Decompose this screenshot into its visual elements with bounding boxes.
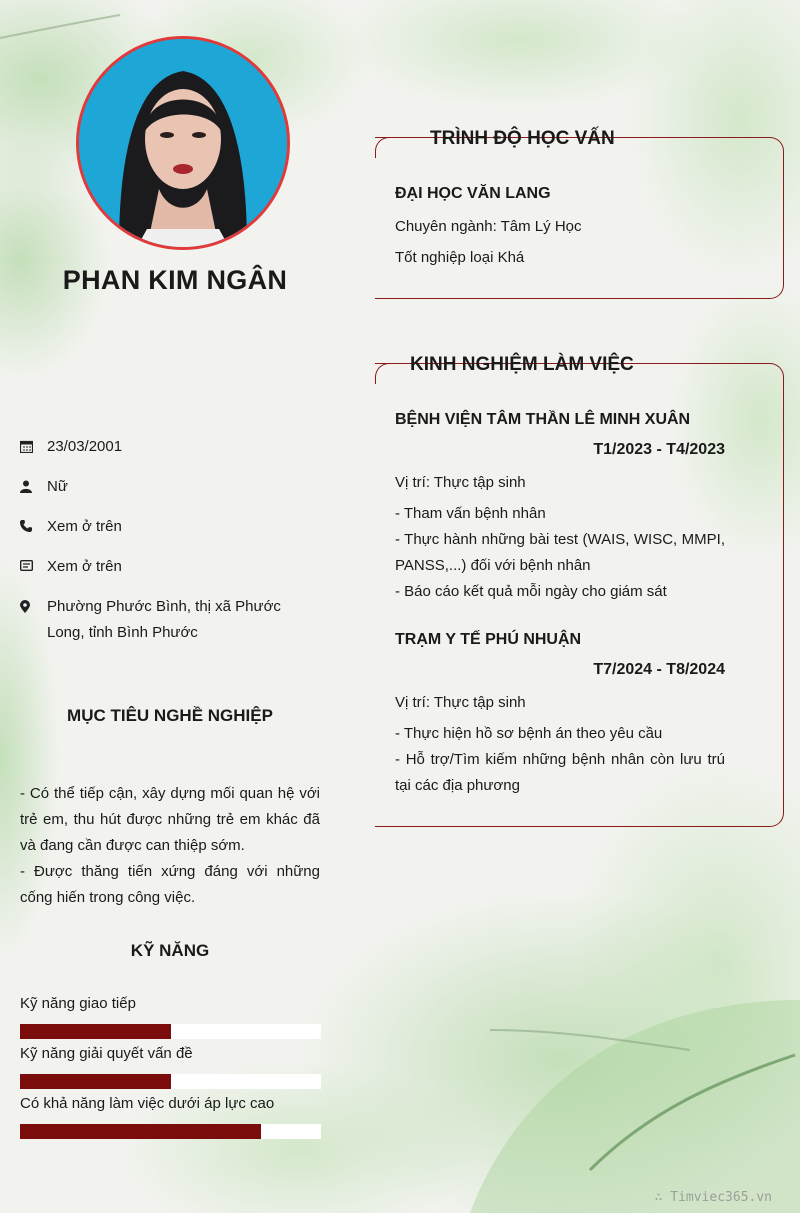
objective-line: - Được thăng tiến xứng đáng với những cống hiến trong công việc.	[20, 863, 320, 906]
contact-birthday: 23/03/2001	[20, 434, 307, 460]
job-position: Vị trí: Thực tập sinh	[395, 694, 526, 711]
job-duties	[395, 721, 725, 799]
profile-photo	[76, 36, 290, 250]
skill-bar-fill	[20, 1024, 171, 1039]
job-period: T7/2024 - T8/2024	[593, 661, 725, 678]
skill-bar	[20, 1124, 321, 1139]
job-duty: - Tham vấn bệnh nhân	[395, 505, 546, 522]
job-org: BỆNH VIỆN TÂM THẦN LÊ MINH XUÂN	[395, 411, 691, 428]
job-duty: - Hỗ trợ/Tìm kiếm những bệnh nhân còn lưu trú tại các địa phương	[395, 751, 725, 794]
objective-line: - Có thể tiếp cận, xây dựng mối quan hệ với trẻ em, thu hút được những trẻ em khác đã và đang cần được can thiệp sớm.	[20, 785, 320, 854]
skill-label: Kỹ năng giải quyết vấn đề	[20, 1045, 193, 1062]
objective-title: MỤC TIÊU NGHỀ NGHIỆP	[67, 706, 273, 725]
school-name: ĐẠI HỌC VĂN LANG	[395, 185, 551, 202]
experience-title: KINH NGHIỆM LÀM VIỆC	[410, 354, 634, 375]
job-duty: - Báo cáo kết quả mỗi ngày cho giám sát	[395, 583, 667, 600]
person-icon	[20, 474, 47, 500]
contact-phone: Xem ở trên	[20, 514, 307, 540]
candidate-name: PHAN KIM NGÂN	[62, 265, 288, 295]
education-title: TRÌNH ĐỘ HỌC VẤN	[430, 128, 615, 149]
calendar-icon	[20, 434, 47, 460]
skill-label: Có khả năng làm việc dưới áp lực cao	[20, 1095, 275, 1112]
skill-label: Kỹ năng giao tiếp	[20, 995, 136, 1012]
job-org: TRẠM Y TẾ PHÚ NHUẬN	[395, 631, 582, 648]
phone-icon	[20, 514, 47, 540]
skill-bar-fill	[20, 1074, 171, 1089]
skill-bar	[20, 1024, 321, 1039]
major: Chuyên ngành: Tâm Lý Học	[395, 218, 582, 235]
email-icon	[20, 554, 47, 580]
contact-gender: Nữ	[20, 474, 307, 500]
skill-bar	[20, 1074, 321, 1089]
contact-email: Xem ở trên	[20, 554, 307, 580]
job-duties	[395, 501, 725, 605]
objective-text	[20, 781, 320, 911]
contact-address: Phường Phước Bình, thị xã Phước Long, tỉnh Bình Phước	[20, 594, 307, 646]
skills-title: KỸ NĂNG	[130, 941, 210, 960]
job-period: T1/2023 - T4/2023	[593, 441, 725, 458]
location-pin-icon	[20, 594, 47, 646]
job-position: Vị trí: Thực tập sinh	[395, 474, 526, 491]
job-duty: - Thực hiện hồ sơ bệnh án theo yêu cầu	[395, 725, 663, 742]
job-duty: - Thực hành những bài test (WAIS, WISC, MMPI, PANSS,...) đối với bệnh nhân	[395, 531, 725, 574]
skill-bar-fill	[20, 1124, 261, 1139]
watermark: ∴ Timviec365.vn	[654, 1190, 772, 1205]
graduation-grade: Tốt nghiệp loại Khá	[395, 249, 525, 266]
